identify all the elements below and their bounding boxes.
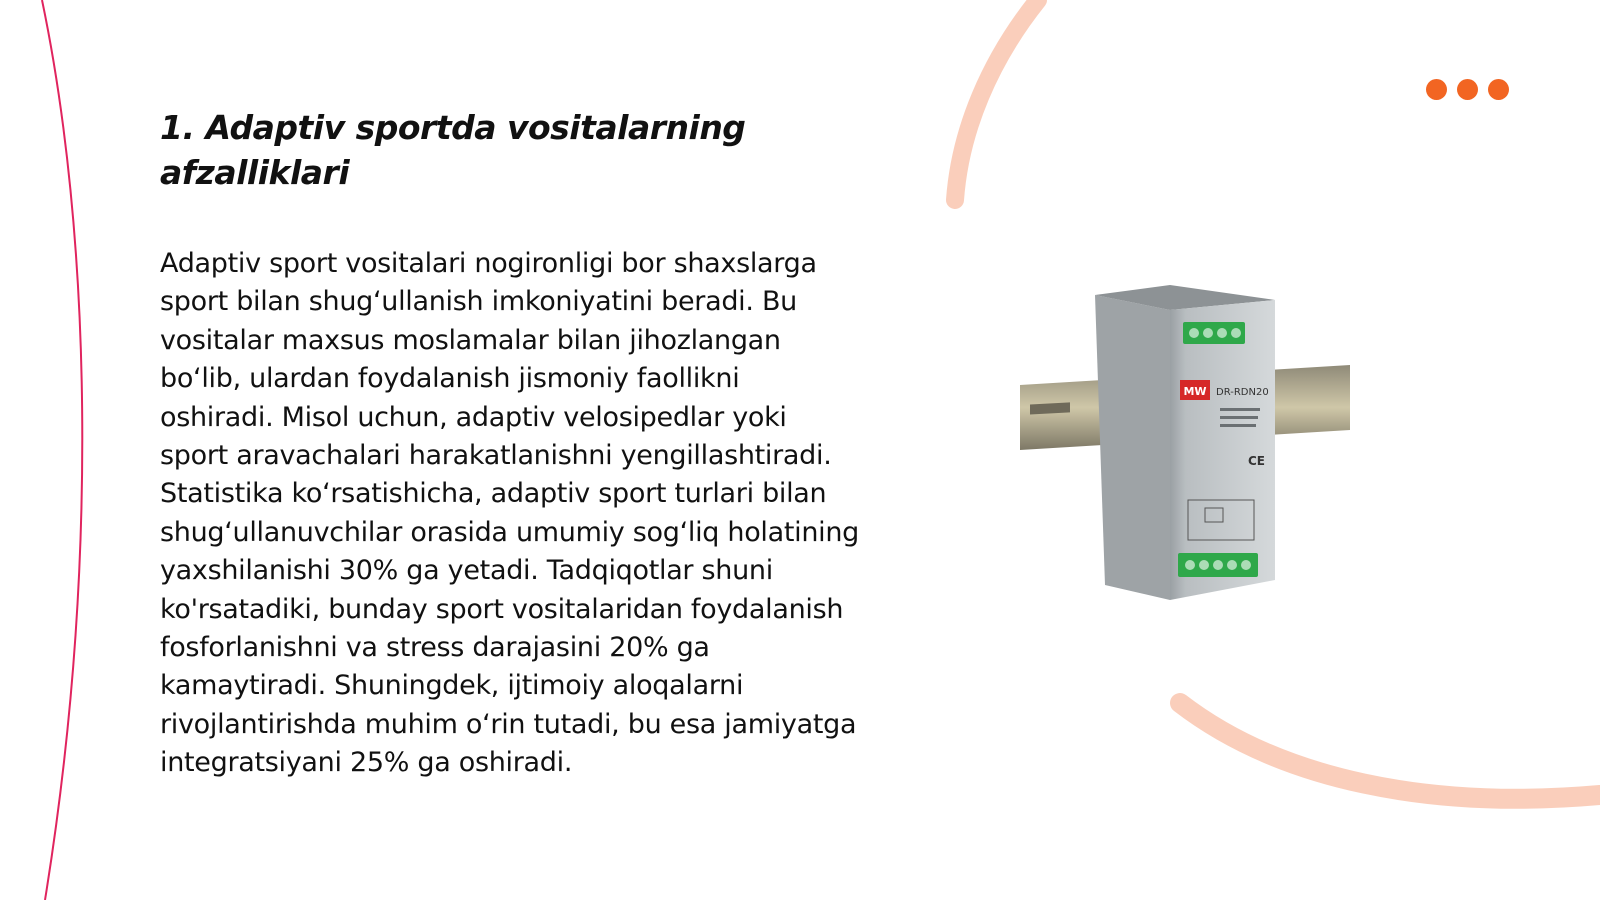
housing-side bbox=[1095, 295, 1170, 600]
power-supply-image bbox=[1020, 280, 1380, 620]
left-edge-line bbox=[42, 0, 82, 900]
top-right-arc bbox=[955, 0, 1038, 200]
dot-icon bbox=[1457, 79, 1478, 100]
slide-title: 1. Adaptiv sportda vositalarning afzalliklari bbox=[160, 108, 746, 192]
slide-body-text: Adaptiv sport vositalari nogironligi bor shaxslarga sport bilan shug‘ullanish imkoniyatini beradi. Bu vositalar maxsus moslamalar bilan jihozlangan bo‘lib, ulardan foydalanish jismoniy faollikni oshiradi. Misol uchun, adaptiv velosipedlar yoki sport aravachalari harakatlanishni yengillashtiradi. Statistika ko‘rsatishicha, adaptiv sport turlari bilan shug‘ullanuvchilar orasida umumiy sog‘liq holatining yaxshilanishi 30% ga yetadi. Tadqiqotlar shuni ko'rsatadiki, bunday sport vositalaridan foydalanish fosforlanishni va stress darajasini 20% ga kamaytiradi. Shuningdek, ijtimoiy aloqalarni rivojlantirishda muhim o‘rin tutadi, bu esa jamiyatga integratsiyani 25% ga oshiradi. bbox=[160, 248, 860, 779]
brand-logo-text: MW bbox=[1183, 385, 1207, 398]
rail-slot bbox=[1030, 402, 1070, 414]
dot-icon bbox=[1426, 79, 1447, 100]
more-dots-icon bbox=[1426, 79, 1526, 101]
model-label: DR-RDN20 bbox=[1216, 387, 1269, 398]
bottom-right-arc bbox=[1180, 703, 1600, 799]
dot-icon bbox=[1488, 79, 1509, 100]
ce-mark: CE bbox=[1248, 454, 1266, 468]
